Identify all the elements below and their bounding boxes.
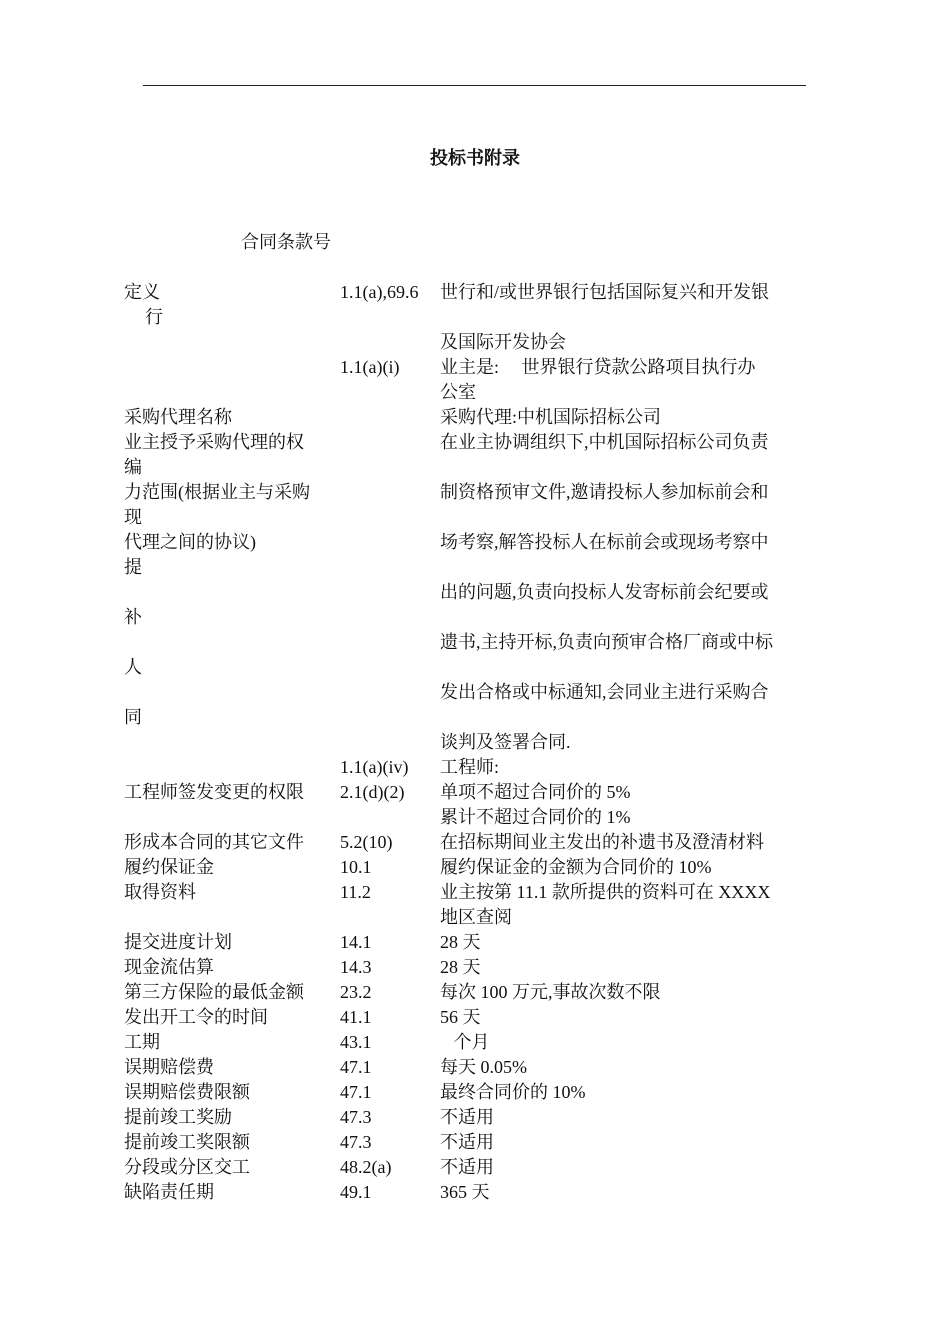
engineer-value: 工程师: — [440, 757, 500, 777]
row-label: 提前竣工奖限额 — [124, 1132, 250, 1152]
row-clause: 41.1 — [340, 1007, 372, 1027]
row-value: 业主按第 11.1 款所提供的资料可在 XXXX — [440, 882, 771, 902]
row-label: 第三方保险的最低金额 — [124, 982, 304, 1002]
authority-right-line: 场考察,解答投标人在标前会或现场考察中 — [440, 532, 769, 552]
employer-text-cont: 公室 — [440, 382, 476, 402]
row-label: 误期赔偿费限额 — [124, 1082, 250, 1102]
row-value: 56 天 — [440, 1007, 481, 1027]
definition-clause: 1.1(a),69.6 — [340, 282, 419, 302]
engineer-clause: 1.1(a)(iv) — [340, 757, 409, 777]
authority-left-line: 力范围(根据业主与采购 — [124, 482, 310, 502]
row-clause: 47.1 — [340, 1057, 372, 1077]
row-clause: 47.3 — [340, 1107, 372, 1127]
row-label: 工期 — [124, 1032, 160, 1052]
row-value: 每次 100 万元,事故次数不限 — [440, 982, 661, 1002]
authority-left-line: 人 — [124, 657, 142, 677]
definition-text: 世行和/或世界银行包括国际复兴和开发银 — [440, 282, 769, 302]
row-clause: 14.1 — [340, 932, 372, 952]
row-value: 个月 — [440, 1032, 490, 1052]
row-clause: 49.1 — [340, 1182, 372, 1202]
authority-right-line: 制资格预审文件,邀请投标人参加标前会和 — [440, 482, 769, 502]
authority-left-line: 编 — [124, 457, 142, 477]
row-clause: 43.1 — [340, 1032, 372, 1052]
authority-left-line: 同 — [124, 707, 142, 727]
definition-label: 定义 — [124, 282, 160, 302]
employer-clause: 1.1(a)(i) — [340, 357, 400, 377]
row-value: 365 天 — [440, 1182, 490, 1202]
row-value: 累计不超过合同价的 1% — [440, 807, 631, 827]
row-value: 不适用 — [440, 1132, 494, 1152]
row-clause: 48.2(a) — [340, 1157, 392, 1177]
authority-right-line: 谈判及签署合同. — [440, 732, 571, 752]
authority-left-line: 代理之间的协议) — [124, 532, 256, 552]
row-value: 单项不超过合同价的 5% — [440, 782, 631, 802]
row-label: 取得资料 — [124, 882, 196, 902]
row-clause: 47.3 — [340, 1132, 372, 1152]
authority-left-line: 补 — [124, 607, 142, 627]
row-label: 误期赔偿费 — [124, 1057, 214, 1077]
authority-right-line: 出的问题,负责向投标人发寄标前会纪要或 — [440, 582, 769, 602]
row-value: 在招标期间业主发出的补遗书及澄清材料 — [440, 832, 764, 852]
row-value: 28 天 — [440, 932, 481, 952]
row-clause: 10.1 — [340, 857, 372, 877]
row-clause: 11.2 — [340, 882, 371, 902]
page-title: 投标书附录 — [430, 148, 520, 168]
header-rule — [143, 85, 806, 86]
row-clause: 2.1(d)(2) — [340, 782, 405, 802]
authority-right-line: 在业主协调组织下,中机国际招标公司负责 — [440, 432, 769, 452]
row-label: 发出开工令的时间 — [124, 1007, 268, 1027]
agent-value: 采购代理:中机国际招标公司 — [440, 407, 661, 427]
agent-label: 采购代理名称 — [124, 407, 232, 427]
authority-left-line: 业主授予采购代理的权 — [124, 432, 304, 452]
authority-left-line: 提 — [124, 557, 142, 577]
row-label: 形成本合同的其它文件 — [124, 832, 304, 852]
row-label: 提交进度计划 — [124, 932, 232, 952]
row-label: 提前竣工奖励 — [124, 1107, 232, 1127]
row-value: 28 天 — [440, 957, 481, 977]
authority-left-line: 现 — [124, 507, 142, 527]
definition-label-wrap: 行 — [145, 307, 163, 327]
definition-text-cont: 及国际开发协会 — [440, 332, 566, 352]
row-label: 现金流估算 — [124, 957, 214, 977]
row-clause: 47.1 — [340, 1082, 372, 1102]
row-value: 每天 0.05% — [440, 1057, 527, 1077]
row-value: 地区查阅 — [440, 907, 512, 927]
row-clause: 14.3 — [340, 957, 372, 977]
row-label: 分段或分区交工 — [124, 1157, 250, 1177]
authority-right-line: 遗书,主持开标,负责向预审合格厂商或中标 — [440, 632, 773, 652]
row-value: 履约保证金的金额为合同价的 10% — [440, 857, 712, 877]
row-value: 不适用 — [440, 1157, 494, 1177]
row-value: 最终合同价的 10% — [440, 1082, 586, 1102]
row-value: 不适用 — [440, 1107, 494, 1127]
row-clause: 23.2 — [340, 982, 372, 1002]
authority-right-line: 发出合格或中标通知,会同业主进行采购合 — [440, 682, 769, 702]
employer-text: 业主是: 世界银行贷款公路项目执行办 — [440, 357, 756, 377]
row-label: 履约保证金 — [124, 857, 214, 877]
row-clause: 5.2(10) — [340, 832, 393, 852]
row-label: 工程师签发变更的权限 — [124, 782, 304, 802]
row-label: 缺陷责任期 — [124, 1182, 214, 1202]
column-header-clause-no: 合同条款号 — [241, 232, 331, 252]
